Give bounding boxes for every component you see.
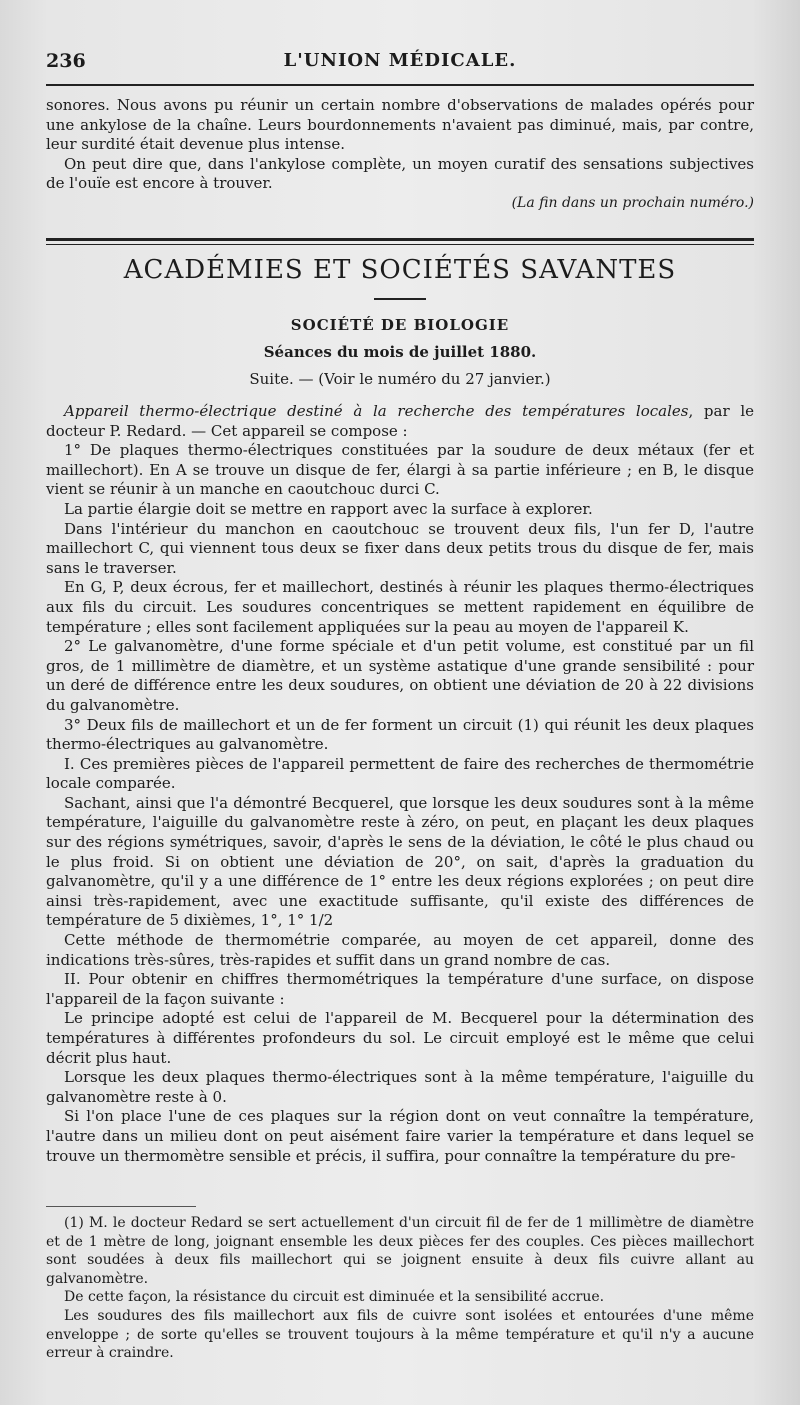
header-rule [46,84,754,86]
article-paragraph: 1° De plaques thermo-électriques constituées par la soudure de deux métaux (fer et maillechort). En A se trouve un disque de fer, élargi à sa partie inférieure ; en B, le disque vient se réunir à un manche en caoutchouc durci C. [46,441,754,499]
article-paragraph: En G, P, deux écrous, fer et maillechort, destinés à réunir les plaques thermo-électriques aux fils du circuit. Les soudures concentriques se mettent rapidement en équilibre de température ; elles sont facilement appliquées sur la peau au moyen de l'appareil K. [46,578,754,636]
footnote-paragraph: De cette façon, la résistance du circuit est diminuée et la sensibilité accrue. [64,1289,605,1306]
article-paragraph: Dans l'intérieur du manchon en caoutchouc se trouvent deux fils, l'un fer D, l'autre maillechort C, qui viennent tous deux se fixer dans deux petits trous du disque de fer, mais sans le traverser. [46,519,754,577]
article-paragraph: 2° Le galvanomètre, d'une forme spéciale et d'un petit volume, est constitué par un fil gros, de 1 millimètre de diamètre, et un système astatique d'une grande sensibilité : pour un deré de différence entre les deux soudures, on obtient une déviation de 20 à 22 divisions du galvanomètre. [46,637,754,714]
article-paragraph: II. Pour obtenir en chiffres thermométriques la température d'une surface, on dispose l'appareil de la façon suivante : [46,970,754,1008]
article-title [46,402,754,441]
footnote-paragraph: Les soudures des fils maillechort aux fils de cuivre sont isolées et entourées d'une même enveloppe ; de sorte qu'elles se trouvent toujours à la même température et qu'il n'y a aucune erreur à craindre. [46,1307,754,1362]
article-paragraph: 3° Deux fils de maillechort et un de fer forment un circuit (1) qui réunit les deux plaques thermo-électriques au galvanomètre. [46,715,754,754]
page-header [46,50,754,80]
running-title: L'UNION MÉDICALE. [283,50,517,71]
footnote-paragraph: (1) M. le docteur Redard se sert actuellement d'un circuit fil de fer de 1 millimètre de diamètre et de 1 mètre de long, joignant ensemble les deux pièces fer des couples. Ces pièces maillechort sont soudées à deux fils maillechort qui se joignent ensuite à deux fils cuivre allant au galvanomètre. [46,1215,754,1287]
article-paragraph: Lorsque les deux plaques thermo-électriques sont à la même température, l'aiguille du galvanomètre reste à 0. [46,1068,754,1106]
section-rule-thin [46,244,754,245]
section-rule-thick [46,238,754,241]
to-be-continued-note: (La fin dans un prochain numéro.) [511,194,754,211]
article-title-italic: Appareil thermo-électrique destiné à la recherche des températures locales [64,402,689,420]
article-paragraph: La partie élargie doit se mettre en rapport avec la surface à explorer. [64,499,593,518]
section-title: ACADÉMIES ET SOCIÉTÉS SAVANTES [123,255,677,285]
continuation-text [46,96,754,214]
session-dates: Séances du mois de juillet 1880. [263,343,537,361]
title-separator [374,298,426,300]
continuation-paragraph-1: sonores. Nous avons pu réunir un certain nombre d'observations de malades opérés pour une ankylose de la chaîne. Leurs bourdonnements n'avaient pas diminué, mais, par contre, leur surdité était devenue plus intense. [46,96,754,154]
footnote-rule [46,1206,196,1207]
article-body [46,402,754,1166]
suite-reference: Suite. — (Voir le numéro du 27 janvier.) [249,370,551,388]
society-name: SOCIÉTÉ DE BIOLOGIE [290,316,510,334]
article-author: , par le docteur P. Redard. — Cet appareil se compose : [46,402,755,440]
article-paragraph: Cette méthode de thermométrie comparée, au moyen de cet appareil, donne des indications très-sûres, très-rapides et suffit dans un grand nombre de cas. [46,931,754,969]
footnotes [46,1214,754,1363]
article-paragraph: I. Ces premières pièces de l'appareil permettent de faire des recherches de thermométrie locale comparée. [46,754,754,793]
article-paragraph: Si l'on place l'une de ces plaques sur la région dont on veut connaître la température, l'autre dans un milieu dont on peut aisément faire varier la température et dans lequel se trouve un thermomètre sensible et précis, il suffira, pour connaître la température du pre- [46,1107,754,1165]
page-number: 236 [46,50,86,72]
article-paragraph: Le principe adopté est celui de l'appareil de M. Becquerel pour la détermination des températures à différentes profondeurs du sol. Le circuit employé est le même que celui décrit plus haut. [46,1009,754,1067]
article-paragraph: Sachant, ainsi que l'a démontré Becquerel, que lorsque les deux soudures sont à la même température, l'aiguille du galvanomètre reste à zéro, on peut, en plaçant les deux plaques sur des régions symétriques, savoir, d'après le sens de la déviation, le côté le plus chaud ou le plus froid. Si on obtient une déviation de 20°, on sait, d'après la graduation du galvanomètre, qu'il y a une différence de 1° entre les deux régions explorées ; on peut dire ainsi très-rapidement, avec une exactitude suffisante, qu'il existe des différences de température de 5 dixièmes, 1°, 1° 1/2 [46,793,754,930]
continuation-paragraph-2: On peut dire que, dans l'ankylose complète, un moyen curatif des sensations subjectives de l'ouïe est encore à trouver. [46,154,754,193]
